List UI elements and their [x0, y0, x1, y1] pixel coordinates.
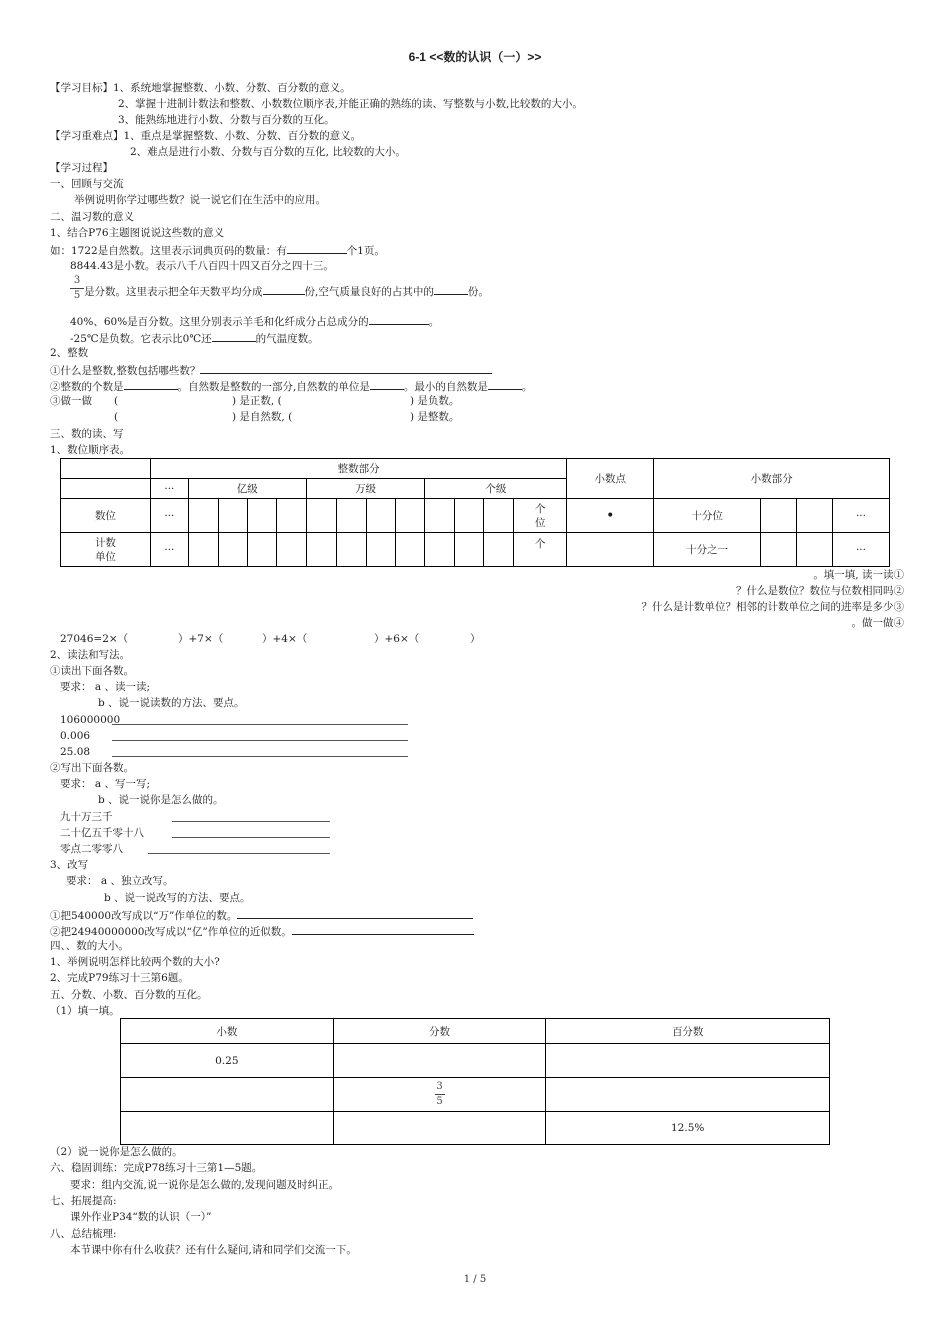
instruction-digit-place: ？什么是数位？数位与位数相同吗② — [736, 585, 904, 597]
section-6-heading: 六、稳固训练：完成P78练习十三第1—5题。 — [50, 1162, 263, 1174]
integer-part-header: 整数部分 — [150, 459, 566, 479]
rewrite-requirement-b: b 、说一说改写的方法、要点。 — [104, 892, 251, 904]
instruction-counting-unit: ？什么是计数单位？相邻的计数单位之间的进率是多少③ — [641, 601, 904, 613]
ellipsis-cell: ··· — [832, 533, 889, 567]
tenth-unit-cell: 十分之一 — [654, 533, 761, 567]
page-title: 6-1 <<数的认识（一）>> — [408, 50, 542, 64]
section-5-heading: 五、分数、小数、百分数的互化。 — [50, 989, 208, 1001]
section-7-heading: 七、拓展提高: — [50, 1195, 117, 1207]
answer-line — [112, 740, 408, 741]
answer-line — [148, 853, 330, 854]
integer-heading: 2、整数 — [50, 347, 89, 359]
answer-line — [172, 837, 330, 838]
ellipsis-cell: ··· — [150, 533, 188, 567]
section-3-heading: 三、数的读、写 — [50, 428, 124, 440]
example-decimal: 8844.43是小数。表示八千八百四十四又百分之四十三。 — [70, 260, 334, 272]
header-fraction: 分数 — [333, 1019, 546, 1044]
decimal-point-cell: • — [567, 499, 654, 533]
expanded-form-1: 27046=2×（ — [60, 633, 129, 645]
wan-level-header: 万级 — [306, 479, 425, 499]
ellipsis-cell: ··· — [832, 499, 889, 533]
section-8-heading: 八、总结梳理: — [50, 1228, 117, 1240]
natural-number-blank: ) 是自然数, ( — [232, 411, 293, 423]
instruction-do-it: 。做一做④ — [851, 617, 904, 629]
explain-label: （2）说一说你是怎么做的。 — [50, 1146, 183, 1158]
counting-unit-row-label: 计数 单位 — [61, 533, 151, 567]
decimal-value-cell: 0.25 — [121, 1044, 334, 1078]
fraction-value-cell: $\frac{3}{5}$ — [333, 1078, 546, 1112]
write-requirement-b: b 、说一说你是怎么做的。 — [98, 794, 224, 806]
read-numbers-heading: ①读出下面各数。 — [50, 665, 134, 677]
rewrite-task-1: ①把540000改写成以“万”作单位的数。 — [50, 907, 473, 924]
header-percent: 百分数 — [546, 1019, 830, 1044]
goal-2: 2、掌握十进制计数法和整数、小数数位顺序表,并能正确的熟练的读、写整数与小数,比较数的大小。 — [118, 98, 583, 110]
words-to-write-1: 九十万三千 — [60, 811, 113, 823]
ones-unit-cell: 个 — [514, 533, 567, 567]
write-requirement: 要求： a 、写一写; — [60, 778, 150, 790]
read-requirement-b: b 、说一说读数的方法、要点。 — [98, 697, 245, 709]
table-corner-2 — [61, 479, 151, 499]
ge-level-header: 个级 — [425, 479, 567, 499]
example-negative: -25℃是负数。它表示比0℃还 的气温度数。 — [70, 330, 319, 347]
read-write-heading: 2、读法和写法。 — [50, 649, 131, 661]
paren-open-1: ( — [114, 395, 119, 407]
integer-exercise-label: ③做一做 — [50, 395, 92, 407]
place-value-table-title: 1、数位顺序表。 — [50, 444, 131, 456]
expanded-form-5: ） — [470, 633, 481, 645]
rewrite-heading: 3、改写 — [50, 859, 89, 871]
table-corner — [61, 459, 151, 479]
tenths-place-cell: 十分位 — [654, 499, 761, 533]
example-fraction: 是分数。这里表示把全年天数平均分成 份,空气质量良好的占其中的 份。 — [84, 283, 489, 300]
goal-3: 3、能熟练地进行小数、分数与百分数的互化。 — [118, 114, 335, 126]
expanded-form-3: ）+4×（ — [262, 633, 308, 645]
process-heading: 【学习过程】 — [50, 162, 113, 174]
answer-line — [172, 821, 330, 822]
negative-number-label: ) 是负数。 — [410, 395, 460, 407]
section-8-text: 本节课中你有什么收获？还有什么疑问,请和同学们交流一下。 — [70, 1244, 357, 1256]
rewrite-task-2: ②把24940000000改写成以“亿”作单位的近似数。 — [50, 923, 474, 940]
positive-number-blank: ) 是正数, ( — [232, 395, 282, 407]
integer-question-1: ①什么是整数,整数包括哪些数？ — [50, 362, 492, 379]
write-numbers-heading: ②写出下面各数。 — [50, 762, 134, 774]
integer-question-2: ②整数的个数是 。自然数是整数的一部分,自然数的单位是 。最小的自然数是 。 — [50, 378, 532, 395]
conversion-table — [120, 1018, 830, 1145]
goal-1: 【学习目标】1、系统地掌握整数、小数、分数、百分数的意义。 — [50, 82, 351, 94]
key-point-2: 2、难点是进行小数、分数与百分数的互化, 比较数的大小。 — [130, 146, 406, 158]
ellipsis-cell: ··· — [150, 479, 188, 499]
example-percent: 40%、60%是百分数。这里分别表示羊毛和化纤成分占总成分的 。 — [70, 313, 439, 330]
expanded-form-4: ）+6×（ — [374, 633, 420, 645]
words-to-write-3: 零点二零零八 — [60, 843, 123, 855]
section-6-text: 要求：组内交流,说一说你是怎么做的,发现问题及时纠正。 — [70, 1179, 340, 1191]
instruction-fill-read: 。填一填, 读一读① — [813, 569, 904, 581]
section-4-item-2: 2、完成P79练习十三第6题。 — [50, 972, 189, 984]
percent-value-cell: 12.5% — [546, 1112, 830, 1145]
section-4-heading: 四、、数的大小。 — [50, 940, 129, 952]
fill-in-label: （1）填一填。 — [50, 1005, 120, 1017]
section-1-heading: 一、回顾与交流 — [50, 178, 124, 190]
page-number: 1 / 5 — [463, 1274, 487, 1285]
section-4-item-1: 1、举例说明怎样比较两个数的大小? — [50, 956, 220, 968]
place-value-table — [60, 458, 890, 567]
rewrite-requirement: 要求： a 、独立改写。 — [66, 875, 174, 887]
decimal-point-header: 小数点 — [567, 459, 654, 499]
decimal-part-header: 小数部分 — [654, 459, 890, 499]
section-2-heading: 二、温习数的意义 — [50, 211, 134, 223]
example-natural-number: 如：1722是自然数。这里表示词典页码的数量：有 个1页。 — [50, 242, 385, 259]
section-7-text: 课外作业P34“数的认识（一）” — [70, 1211, 212, 1223]
number-to-read-3: 25.08 — [60, 746, 91, 758]
yi-level-header: 亿级 — [188, 479, 306, 499]
ones-place-cell: 个 位 — [514, 499, 567, 533]
digit-place-row-label: 数位 — [61, 499, 151, 533]
answer-line — [112, 724, 408, 725]
header-decimal: 小数 — [121, 1019, 334, 1044]
ellipsis-cell: ··· — [150, 499, 188, 533]
read-requirement: 要求： a 、读一读; — [60, 681, 150, 693]
words-to-write-2: 二十亿五千零十八 — [60, 827, 144, 839]
number-to-read-1: 106000000 — [60, 714, 121, 726]
fraction-three-fifths: 3 5 — [70, 275, 84, 302]
answer-line — [112, 756, 408, 757]
key-point-1: 【学习重难点】1、重点是掌握整数、小数、分数、百分数的意义。 — [50, 130, 362, 142]
number-to-read-2: 0.006 — [60, 730, 91, 742]
section-1-text: 举例说明你学过哪些数？说一说它们在生活中的应用。 — [74, 194, 326, 206]
integer-number-label: ) 是整数。 — [410, 411, 460, 423]
section-2-step-1: 1、结合P76主题图说说这些数的意义 — [50, 227, 225, 239]
expanded-form-2: ）+7×（ — [178, 633, 224, 645]
paren-open-2: ( — [114, 411, 119, 423]
